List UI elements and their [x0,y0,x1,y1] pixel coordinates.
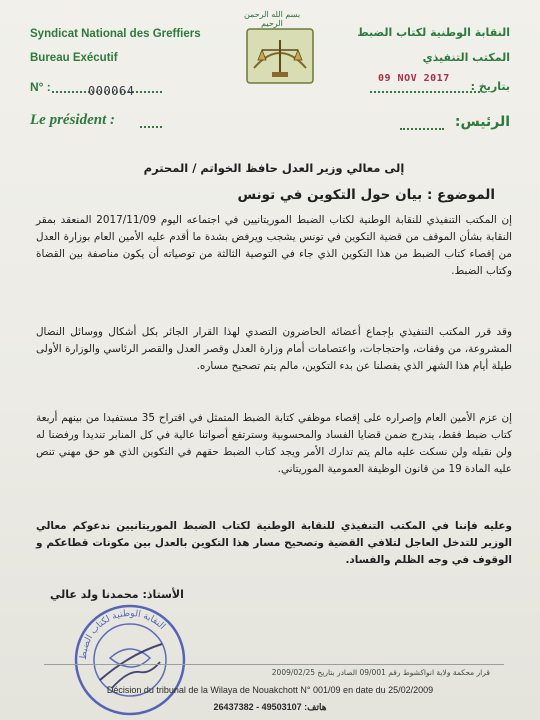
signatory: الأستاذ: محمدنا ولد عالي [50,588,184,601]
president-label-ar: الرئيس: [454,114,510,130]
paragraph-2: وقد قرر المكتب التنفيذي بإجماع أعضائه الحاضرون التصدي لهذا القرار الجائر بكل أشكال ووسائل النضال المشروعة، من وقفات، واحتجاجات، واعتصامات أمام وزارة العدل وقصر العدل والقصر الرئاسي والوزارة الأولى طيلة أيام هذا الشهر الذي يفصلنا عن بدء التكوين، مالم يتم تصحيح مساره. [36,326,512,372]
footer-french-decision: Décision du tribunal de la Wilaya de Nouakchott N° 001/09 en date du 25/02/2009 [106,685,434,695]
number-label: N° : [30,80,51,94]
paragraph-4: وعليه فإننا في المكتب التنفيذي للنقابة الوطنية لكتاب الضبط الموريتانيين ندعوكم معالي الوزير للتدخل العاجل لتلافي القضية وتصحيح مسار هذا التكوين بالعدل بين مكونات قطاعكم و الوقوف في وجه الظلم والفساد. [36,520,512,566]
date-stamp: 09 NOV 2017 [378,73,450,84]
bismillah: بسم الله الرحمن الرحيم [243,10,301,28]
footer-divider [44,664,504,665]
addressee: إلى معالي وزير العدل حافظ الخواتم / المحترم [143,161,405,175]
footer-phone: هاتف: 49503107 - 26437382 [213,702,327,712]
president-label-fr: Le président : [30,112,115,128]
footer-arabic-decision: قرار محكمة ولاية انواكشوط رقم 09/001 الصادر بتاريخ 2009/02/25 [271,668,490,677]
date-label-ar: بتاريخ : [470,80,510,93]
bureau-fr: Bureau Exécutif [30,52,118,64]
date-dotted-line [370,91,480,93]
reference-number: 000064 [88,84,135,98]
bureau-ar: المكتب التنفيذي [422,51,510,64]
subject-line: الموضوع : بيان حول التكوين في تونس [237,187,495,203]
stamp-ring-text: النقابة الوطنية لكتاب الضبط [78,608,167,661]
paragraph-1: إن المكتب التنفيذي للنقابة الوطنية لكتاب الضبط الموريتانيين في اجتماعه اليوم 2017/11/09 المنعقد بمقر النقابة بشأن الموقف من قضية التكوين في تونس يشجب ويرفض بشدة ما أقدم عليه الأمين العام بوزارة العدل من إقصاء كتاب الضبط من هذا التكوين الذي جاء في التوصية الثالثة من توصياته أن يكون مناصفة بين القضاة وكتاب الضبط. [36,214,512,277]
paragraph-3: إن عزم الأمين العام وإصراره على إقصاء موظفي كتابة الضبط المتمثل في اقتراح 35 مستفيدا من بينهم أربعة كتاب ضبط فقط، يندرج ضمن قضايا الفساد والمحسوبية وسترتفع أصواتنا عالية في كل المنابر تنديدا ورفضنا له ولن نقبله ولن نسكت عليه مالم يتم تدارك الأمر ويجد كتاب الضبط حقهم في التكوين الذي هو حق مهني تنص عليه المادة 19 من قانون الوظيفة العمومية الموريتاني. [36,412,512,475]
org-name-ar: النقابة الوطنية لكتاب الضبط [357,26,510,39]
president-ar-dotted-line [400,128,444,130]
org-name-fr: Syndicat National des Greffiers [30,28,201,40]
president-dotted-line [140,126,162,128]
scales-of-justice-logo [246,28,314,84]
svg-text:النقابة الوطنية لكتاب الضبط [79,609,167,660]
